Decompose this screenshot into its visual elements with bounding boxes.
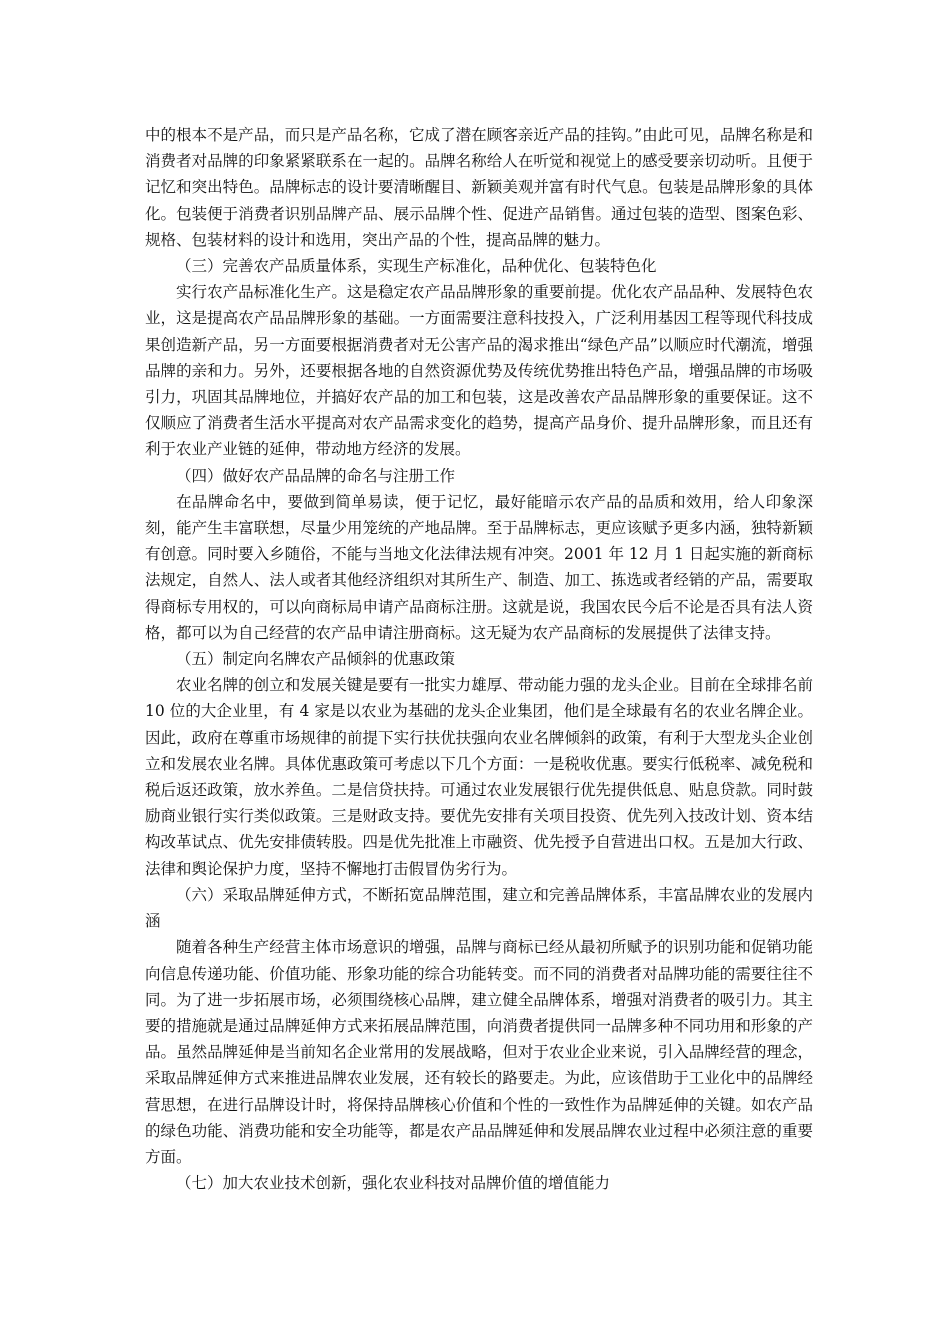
section-heading-4: （四）做好农产品品牌的命名与注册工作 bbox=[176, 466, 456, 485]
section-heading-5: （五）制定向名牌农产品倾斜的优惠政策 bbox=[176, 650, 456, 669]
body-paragraph-3: 在品牌命名中，要做到简单易读，便于记忆，最好能暗示农产品的品质和效用，给人印象深刻，能产生丰富联想，尽量少用笼统的产地品牌。至于品牌标志，更应该赋予更多内涵，独特新颖有创意。同时要入乡随俗，不能与当地文化法律法规有冲突。2001 年 12 月 1 日起实施的新商标法规定，自然人、法人或者其他经济组织对其所生产、制造、加工、拣选或者经销的产品，需要取得商标专用权的，可以向商标局申请产品商标注册。这就是说，我国农民今后不论是否具有法人资格，都可以为自己经营的农产品申请注册商标。这无疑为农产品商标的发展提供了法律支持。 bbox=[145, 492, 813, 642]
body-paragraph-2: 实行农产品标准化生产。这是稳定农产品品牌形象的重要前提。优化农产品品种、发展特色农业，这是提高农产品品牌形象的基础。一方面需要注意科技投入，广泛利用基因工程等现代科技成果创造新产品，另一方面要根据消费者对无公害产品的渴求推出“绿色产品”以顺应时代潮流，增强品牌的亲和力。另外，还要根据各地的自然资源优势及传统优势推出特色产品，增强品牌的市场吸引力，巩固其品牌地位，并搞好农产品的加工和包装，这是改善农产品品牌形象的重要保证。这不仅顺应了消费者生活水平提高对农产品需求变化的趋势，提高产品身价、提升品牌形象，而且还有利于农业产业链的延伸，带动地方经济的发展。 bbox=[145, 283, 813, 459]
document-page bbox=[145, 122, 813, 1196]
body-paragraph-5: 随着各种生产经营主体市场意识的增强，品牌与商标已经从最初所赋予的识别功能和促销功能向信息传递功能、价值功能、形象功能的综合功能转变。而不同的消费者对品牌功能的需要往往不同。为了进一步拓展市场，必须围绕核心品牌，建立健全品牌体系，增强对消费者的吸引力。其主要的措施就是通过品牌延伸方式来拓展品牌范围，向消费者提供同一品牌多种不同功用和形象的产品。虽然品牌延伸是当前知名企业常用的发展战略，但对于农业企业来说，引入品牌经营的理念，采取品牌延伸方式来推进品牌农业发展，还有较长的路要走。为此，应该借助于工业化中的品牌经营思想，在进行品牌设计时，将保持品牌核心价值和个性的一致性作为品牌延伸的关键。如农产品的绿色功能、消费功能和安全功能等，都是农产品品牌延伸和发展品牌农业过程中必须注意的重要方面。 bbox=[145, 938, 813, 1166]
section-heading-7: （七）加大农业技术创新，强化农业科技对品牌价值的增值能力 bbox=[176, 1174, 611, 1193]
section-heading-6: （六）采取品牌延伸方式，不断拓宽品牌范围，建立和完善品牌体系，丰富品牌农业的发展内涵 bbox=[145, 885, 813, 931]
body-paragraph-4: 农业名牌的创立和发展关键是要有一批实力雄厚、带动能力强的龙头企业。目前在全球排名前 10 位的大企业里，有 4 家是以农业为基础的龙头企业集团，他们是全球最有名的农业名牌企业。因此，政府在尊重市场规律的前提下实行扶优扶强向农业名牌倾斜的政策，有利于大型龙头企业创立和发展农业名牌。具体优惠政策可考虑以下几个方面：一是税收优惠。要实行低税率、减免税和税后返还政策，放水养鱼。二是信贷扶持。可通过农业发展银行优先提供低息、贴息贷款。同时鼓励商业银行实行类似政策。三是财政支持。要优先安排有关项目投资、优先列入技改计划、资本结构改革试点、优先安排债转股。四是优先批准上市融资、优先授予自营进出口权。五是加大行政、法律和舆论保护力度，坚持不懈地打击假冒伪劣行为。 bbox=[145, 676, 813, 878]
section-heading-3: （三）完善农产品质量体系，实现生产标准化，品种优化、包装特色化 bbox=[176, 257, 657, 276]
body-paragraph-1: 中的根本不是产品，而只是产品名称，它成了潜在顾客亲近产品的挂钩。”由此可见，品牌名称是和消费者对品牌的印象紧紧联系在一起的。品牌名称给人在听觉和视觉上的感受要亲切动听。且便于记忆和突出特色。品牌标志的设计要清晰醒目、新颖美观并富有时代气息。包装是品牌形象的具体化。包装便于消费者识别品牌产品、展示品牌个性、促进产品销售。通过包装的造型、图案色彩、规格、包装材料的设计和选用，突出产品的个性，提高品牌的魅力。 bbox=[145, 126, 813, 249]
